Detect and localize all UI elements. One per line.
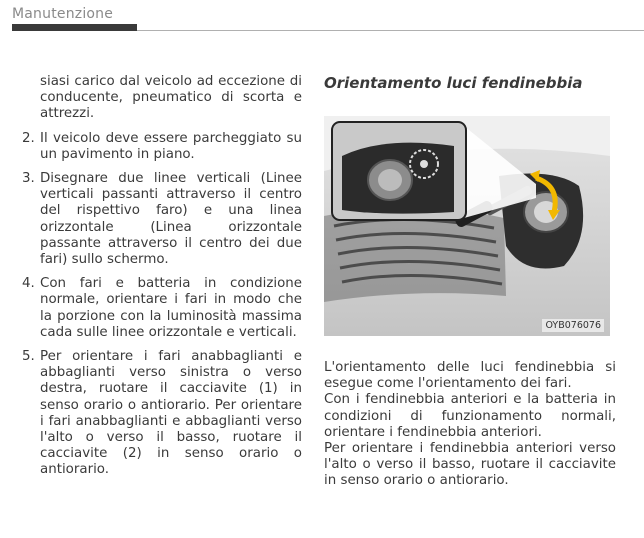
- fog-light-illustration: [324, 116, 610, 336]
- list-item-text: Con fari e batteria in condizione normale, orientare i fari in modo che la porzione con la luminosità massima cada sulle linee orizzontale e verticali.: [40, 276, 302, 340]
- page-header: [0, 0, 644, 36]
- list-item: [22, 131, 302, 163]
- list-item: [22, 171, 302, 268]
- intro-paragraph: siasi carico dal veicolo ad eccezione di conducente, pneumatico di scorta e attrezzi.: [40, 74, 302, 122]
- section-title: Orientamento luci fendinebbia: [324, 74, 583, 92]
- list-item-text: Disegnare due linee verticali (Linee verticali passanti attraverso il centro del rispettivo faro) e una linea orizzontale (Linea orizzontale passante attraverso il centro dei due fari) sullo schermo.: [40, 171, 302, 268]
- list-item-text: Il veicolo deve essere parcheggiato su un pavimento in piano.: [40, 130, 302, 162]
- right-column: [324, 74, 616, 489]
- instruction-paragraph: Con i fendinebbia anteriori e la batteria in condizioni di funzionamento normali, orientare i fendinebbia anteriori.: [324, 392, 616, 440]
- list-item-text: Per orientare i fari anabbaglianti e abbaglianti verso sinistra o verso destra, ruotare il cacciavite (1) in senso orario o antiorario. Per orientare i fari anabbaglianti e abbaglianti verso l'alto o verso il basso, ruotare il cacciavite (2) in senso orario o antiorario.: [40, 349, 302, 478]
- instruction-paragraph: L'orientamento delle luci fendinebbia si esegue come l'orientamento dei fari.: [324, 360, 616, 392]
- list-item-number: 5.: [22, 349, 35, 365]
- figure-code: OYB076076: [542, 319, 604, 332]
- list-item-number: 2.: [22, 130, 35, 146]
- header-rule: [137, 30, 644, 31]
- instruction-paragraph: Per orientare i fendinebbia anteriori verso l'alto o verso il basso, ruotare il cacciavite in senso orario o antiorario.: [324, 441, 616, 489]
- list-item: [22, 276, 302, 341]
- left-column: [22, 74, 302, 487]
- fog-light-instructions: [324, 360, 616, 490]
- list-item: [22, 349, 302, 479]
- fog-light-drawing: [324, 116, 610, 336]
- list-item-number: 4.: [22, 276, 35, 292]
- section-header-title: Manutenzione: [12, 6, 114, 22]
- list-item-number: 3.: [22, 171, 35, 187]
- header-accent-bar: [12, 24, 137, 31]
